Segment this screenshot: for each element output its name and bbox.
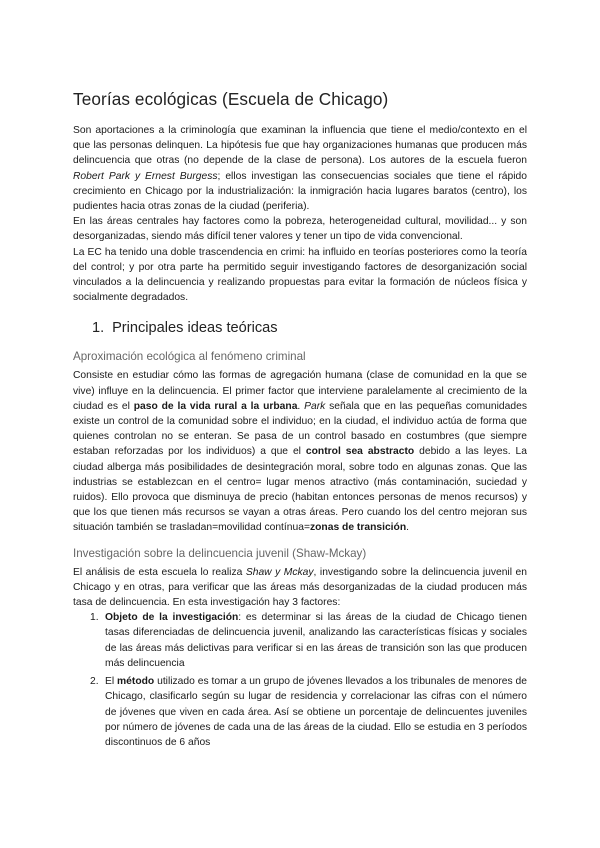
intro-paragraph-1: [73, 123, 527, 214]
list-marker: 2.: [90, 676, 99, 688]
list-item-text: : es determinar si las áreas de la ciudad de Chicago tienen tasas diferenciadas de delincuencia juvenil, analizando las características físicas y sociales de las áreas más delictivas para verificar si en las áreas de transición son las que producen más delincuencia: [105, 612, 527, 669]
ecological-text-4: debido a las leyes. La ciudad alberga más posibilidades de desintegración moral, sobre todo en algunas zonas. Que las industrias se establezcan en el centro= lugar menos atractivo (más contaminación, suciedad y ruidos). Ello provoca que disminuya de precio (habitan entonces personas de menos recursos) y que los que tienen más recursos se vayan a otras áreas. Pero cuando los del centro mejoran sus situación también se trasladan=movilidad contínua=: [73, 446, 527, 534]
ecological-bold-zonas: zonas de transición: [309, 522, 407, 534]
juvenile-paragraph: [73, 565, 527, 611]
list-item: [90, 610, 527, 671]
ecological-park: Park: [304, 400, 326, 412]
ecological-bold-rural-urban: paso de la vida rural a la urbana: [133, 400, 298, 412]
intro-p1-authors: Robert Park y Ernest Burgess: [73, 170, 218, 182]
factors-list: [73, 610, 527, 750]
list-marker: 1.: [90, 612, 99, 624]
subsection-heading-juvenile: Investigación sobre la delincuencia juvenil (Shaw-Mckay): [73, 546, 367, 560]
intro-p1-text-a: Son aportaciones a la criminología que examinan la influencia que tiene el medio/contexto en el que las personas delinquen. La hipótesis fue que hay organizaciones humanas que producen más delincuencia que otras (no depende de la clase de persona). Los autores de la escuela fueron: [73, 125, 527, 167]
page-title: Teorías ecológicas (Escuela de Chicago): [73, 89, 389, 109]
intro-paragraph-3: La EC ha tenido una doble trascendencia en crimi: ha influido en teorías posteriores como la teoría del control; y por otra parte ha permitido seguir investigando factores de desorganización social vinculados a la delincuencia y realizando propuestas para evitar la formación de núcleos física y socialmente degradados.: [73, 246, 527, 304]
section-title: Principales ideas teóricas: [112, 320, 278, 337]
juvenile-text-1: El análisis de esta escuela lo realiza: [73, 566, 246, 578]
subsection-heading-ecological: Aproximación ecológica al fenómeno criminal: [73, 350, 306, 364]
intro-p1-text-b: ; ellos investigan las consecuencias sociales que tiene el rápido crecimiento en Chicago por la industrialización: la inmigración hacia lugares baratos (centro), los pudientes hacia otras zonas de la ciudad (periferia).: [73, 170, 527, 213]
list-item-pre: El: [105, 676, 118, 688]
section-heading-1: [92, 320, 527, 336]
ecological-text-2: .: [297, 400, 305, 412]
ecological-text-3: señala que en las pequeñas comunidades existe un control de la comunidad sobre el individuo; en la ciudad, el individuo actúa de forma que quienes controlan no se enteran. Se pasa de un control basado en costumbres (que siempre estaban reforzadas por los individuos) a que el: [73, 400, 527, 458]
list-item-text: utilizado es tomar a un grupo de jóvenes llevados a los tribunales de menores de Chicago, clasificarlo según su lugar de residencia y correlacionar las cifras con el número de jóvenes que viven en cada área. Así se obtiene un porcentaje de delincuentes juveniles por número de jóvenes de cada una de las áreas de la ciudad. Ello se estudia en 3 períodos discontinuos de 6 años: [105, 676, 527, 748]
ecological-text-5: .: [406, 522, 409, 534]
ecological-bold-control: control sea abstracto: [305, 446, 415, 458]
section-number: 1.: [92, 320, 105, 337]
list-item-bold: método: [117, 676, 155, 688]
ecological-paragraph: [73, 368, 527, 535]
document-content: [73, 89, 527, 753]
ecological-text-1: Consiste en estudiar cómo las formas de agregación humana (clase de comunidad en la que se vive) influye en la delincuencia. El primer factor que interviene paralelamente al crecimiento de la ciudad es el: [73, 370, 527, 412]
list-item-bold: Objeto de la investigación: [105, 612, 239, 624]
list-item: [90, 674, 527, 750]
juvenile-authors: Shaw y Mckay: [245, 566, 314, 578]
intro-paragraph-2: En las áreas centrales hay factores como la pobreza, heterogeneidad cultural, movilidad... y son desorganizadas, siendo más difícil tener valores y tener un tipo de vida convencional.: [73, 216, 527, 243]
juvenile-text-2: , investigando sobre la delincuencia juvenil en Chicago y en otras, para verificar que las áreas más desorganizadas de la ciudad producen más tasa de delincuencia. En esta investigación hay 3 factores:: [73, 566, 527, 609]
